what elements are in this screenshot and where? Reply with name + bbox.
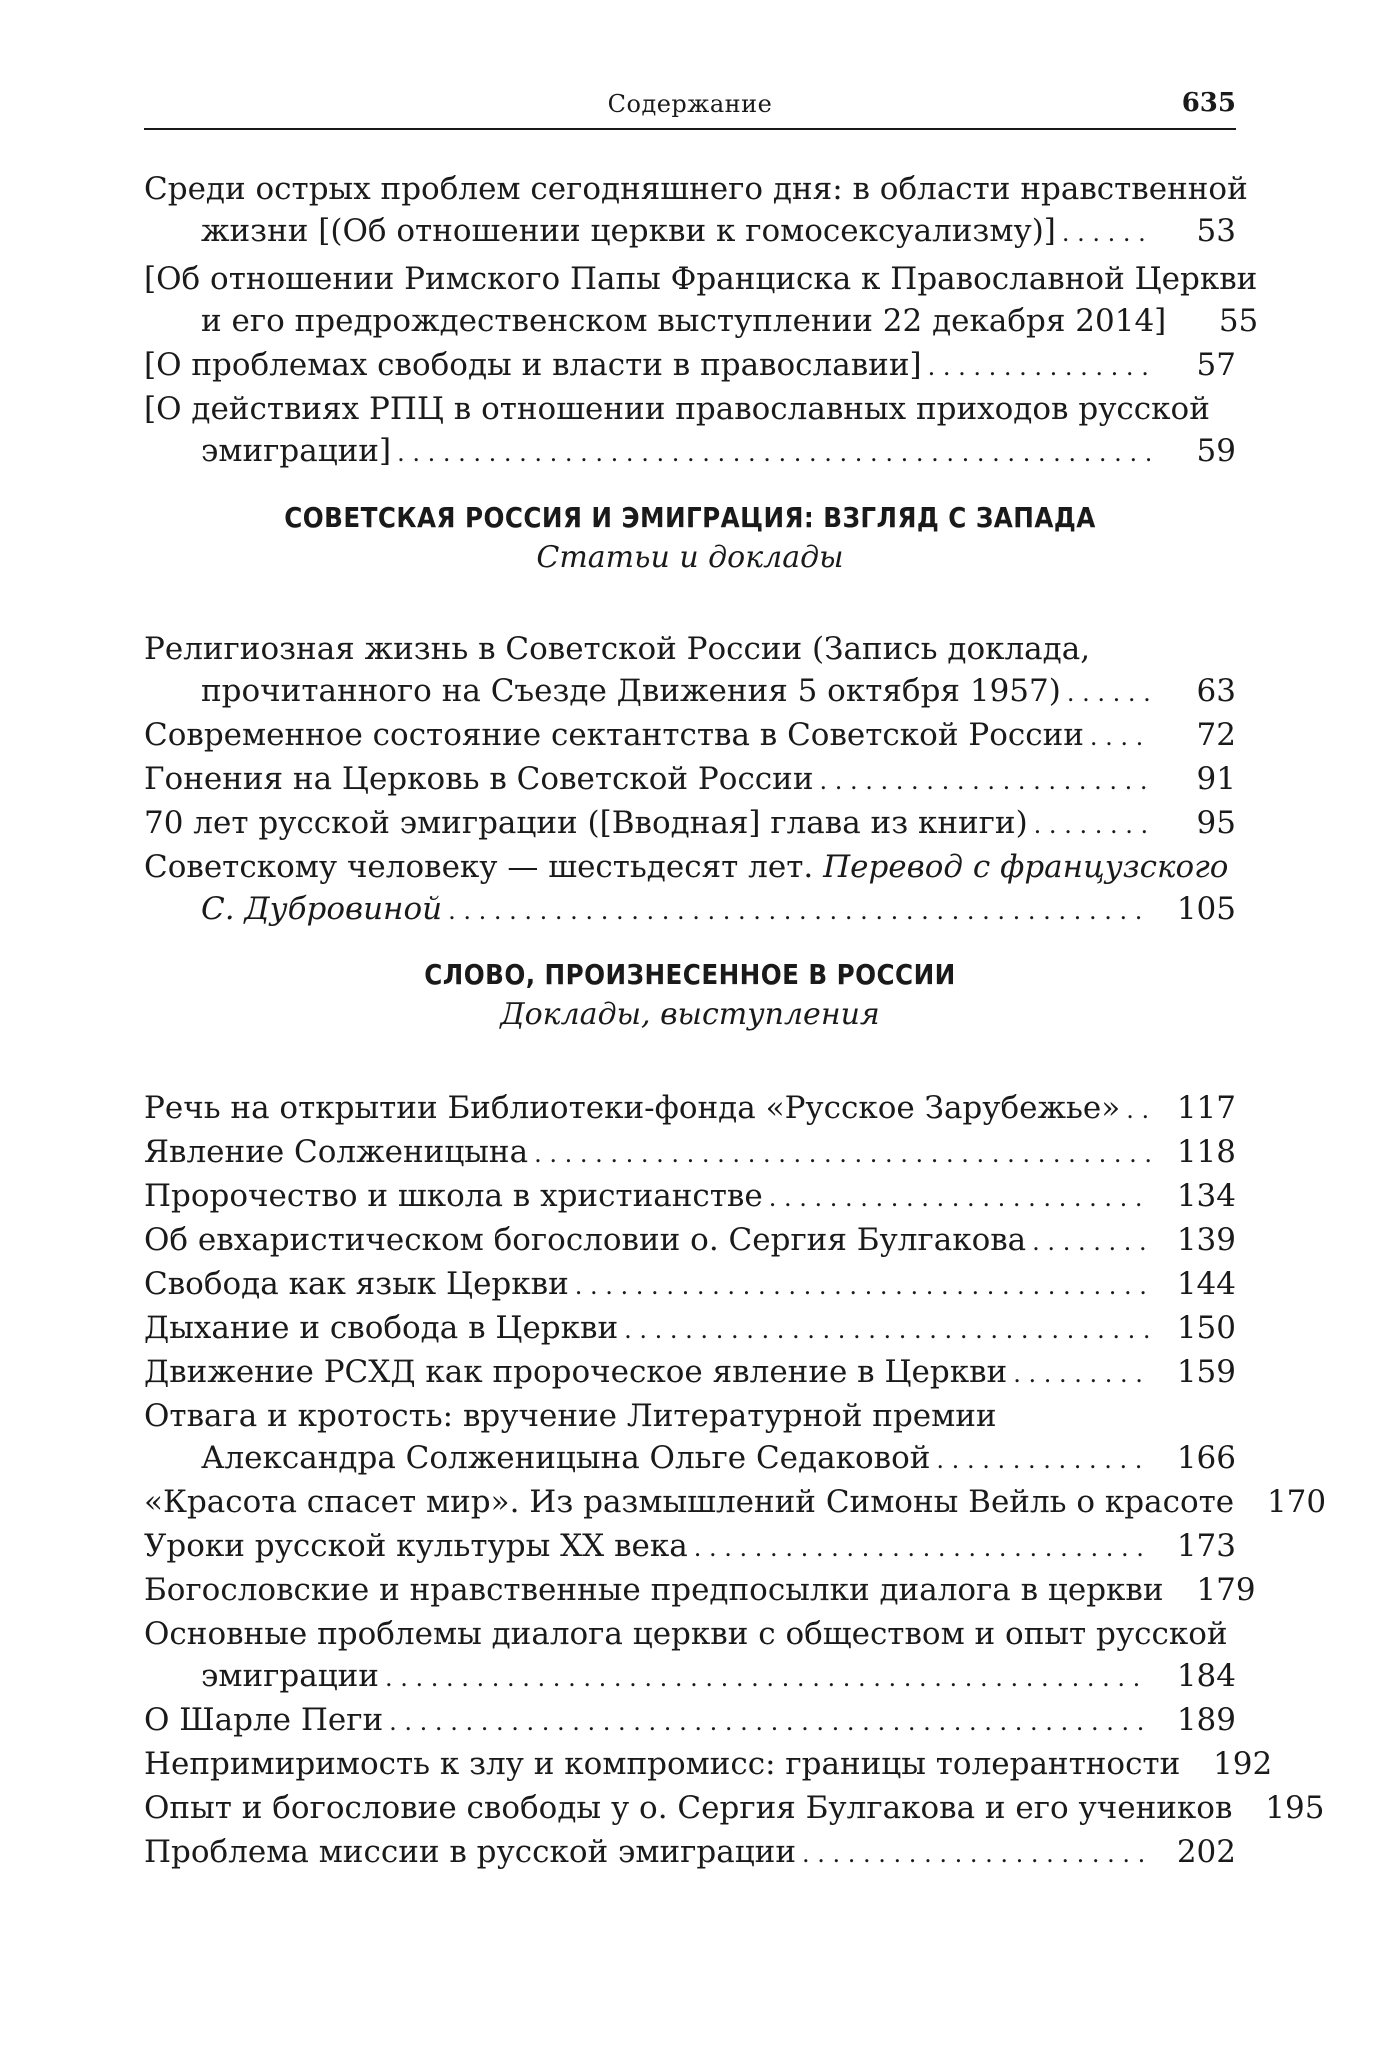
toc-block-2 [144,628,1236,932]
toc-page-number: 118 [1176,1134,1236,1170]
toc-entry[interactable] [144,258,1259,344]
toc-entry[interactable] [144,1787,1325,1831]
toc-entry[interactable] [144,1569,1256,1613]
toc-entry-title: О Шарле Пеги [144,1702,384,1738]
section-subtitle: Статьи и доклады [536,540,844,575]
leader-dots [383,1701,1150,1743]
toc-page-number: 55 [1218,303,1259,339]
toc-entry-translator: С. Дубровиной [201,891,443,927]
toc-entry-title: Движение РСХД как пророческое явление в Церкви [144,1354,1008,1390]
toc-entry[interactable] [144,1831,1236,1875]
toc-entry-title: Пророчество и школа в христианстве [144,1178,763,1214]
toc-page-number: 59 [1196,433,1236,469]
toc-entry[interactable] [144,714,1236,758]
section-heading [144,498,1236,578]
toc-page-number: 63 [1196,673,1236,709]
toc-entry[interactable] [144,1395,1236,1481]
leader-dots [763,1177,1150,1219]
toc-entry[interactable] [144,1219,1236,1263]
toc-entry-title: Явление Солженицына [144,1134,529,1170]
toc-page-number: 195 [1265,1790,1325,1826]
leader-dots [1007,1353,1150,1395]
section-title: СОВЕТСКАЯ РОССИЯ И ЭМИГРАЦИЯ: ВЗГЛЯД С ЗАПАДА [284,501,1096,534]
leader-dots [1061,672,1150,714]
leader-dots [930,1439,1150,1481]
running-header [144,88,1236,130]
toc-entry[interactable] [144,1263,1236,1307]
toc-page-number: 134 [1176,1178,1236,1214]
leader-dots [1084,716,1150,758]
leader-dots [796,1833,1150,1875]
toc-entry-title: Александра Солженицына Ольге Седаковой [201,1440,931,1476]
section-heading [144,955,1236,1035]
toc-entry[interactable] [144,628,1236,714]
toc-page-number: 144 [1176,1266,1236,1302]
toc-page-number: 159 [1176,1354,1236,1390]
leader-dots [1026,1221,1150,1263]
toc-entry-title: Богословские и нравственные предпосылки диалога в церкви [144,1572,1164,1608]
toc-entry-title: Советскому человеку — шестьдесят лет. [144,849,824,885]
toc-entry-title: эмиграции [201,1658,379,1694]
toc-entry-title: Отвага и кротость: вручение Литературной премии [144,1398,997,1434]
toc-page-number: 173 [1176,1528,1236,1564]
toc-entry-title: Религиозная жизнь в Советской России (Запись доклада, [144,631,1091,667]
toc-entry-title: Свобода как язык Церкви [144,1266,569,1302]
toc-entry[interactable] [144,1175,1236,1219]
toc-page-number: 192 [1213,1746,1273,1782]
toc-entry-title: Основные проблемы диалога церкви с обществом и опыт русской [144,1616,1228,1652]
toc-entry-title: Гонения на Церковь в Советской России [144,761,814,797]
toc-entry[interactable] [144,1481,1327,1525]
leader-dots [1028,804,1150,846]
leader-dots [1232,1789,1238,1831]
toc-entry-title: 70 лет русской эмиграции ([Вводная] глава из книги) [144,805,1028,841]
toc-page-number: 166 [1176,1440,1236,1476]
toc-entry[interactable] [144,1699,1236,1743]
toc-entry[interactable] [144,1743,1273,1787]
toc-entry-title: Проблема миссии в русской эмиграции [144,1834,796,1870]
toc-entry-title: Среди острых проблем сегодняшнего дня: в области нравственной [144,171,1248,207]
toc-entry[interactable] [144,846,1236,932]
toc-page-number: 150 [1176,1310,1236,1346]
toc-page-number: 91 [1196,761,1236,797]
leader-dots [569,1265,1150,1307]
toc-block-1 [144,168,1259,474]
toc-entry-title: жизни [(Об отношении церкви к гомосексуализму)] [201,213,1056,249]
toc-entry-title: эмиграции] [201,433,392,469]
toc-page-number: 202 [1176,1834,1236,1870]
toc-entry-title: Опыт и богословие свободы у о. Сергия Булгакова и его учеников [144,1790,1233,1826]
toc-entry-translator: Перевод с французского [823,849,1229,885]
toc-entry-title: Дыхание и свобода в Церкви [144,1310,619,1346]
toc-entry[interactable] [144,1613,1236,1699]
toc-page-number: 105 [1176,891,1236,927]
running-title: Содержание [607,90,773,118]
leader-dots [442,890,1150,932]
toc-page-number: 57 [1196,347,1236,383]
toc-entry[interactable] [144,1131,1236,1175]
leader-dots [391,432,1150,474]
toc-entry[interactable] [144,802,1236,846]
section-title: СЛОВО, ПРОИЗНЕСЕННОЕ В РОССИИ [424,958,956,991]
toc-entry-title: и его предрождественском выступлении 22 декабря 2014] [201,303,1167,339]
toc-entry[interactable] [144,758,1236,802]
toc-entry[interactable] [144,1525,1236,1569]
toc-entry-title: Уроки русской культуры XX века [144,1528,688,1564]
toc-entry[interactable] [144,1307,1236,1351]
leader-dots [1164,1571,1170,1613]
toc-entry-title: [О проблемах свободы и власти в православии] [144,347,922,383]
leader-dots [688,1527,1150,1569]
toc-entry-title: прочитанного на Съезде Движения 5 октября 1957) [201,673,1061,709]
toc-entry-title: Речь на открытии Библиотеки-фонда «Русское Зарубежье» [144,1090,1121,1126]
leader-dots [618,1309,1150,1351]
toc-page-number: 184 [1176,1658,1236,1694]
leader-dots [1180,1745,1186,1787]
toc-page-number: 117 [1176,1090,1236,1126]
leader-dots [922,346,1150,388]
leader-dots [1056,212,1150,254]
leader-dots [379,1657,1150,1699]
page-number: 635 [1181,88,1236,118]
toc-entry[interactable] [144,1351,1236,1395]
toc-page-number: 72 [1196,717,1236,753]
toc-page-number: 95 [1196,805,1236,841]
toc-entry-title: Современное состояние сектантства в Советской России [144,717,1084,753]
leader-dots [814,760,1151,802]
toc-page-number: 179 [1196,1572,1256,1608]
section-subtitle: Доклады, выступления [500,997,880,1032]
leader-dots [1120,1089,1150,1131]
toc-page-number: 139 [1176,1222,1236,1258]
toc-entry[interactable] [144,388,1236,474]
toc-entry-title: [Об отношении Римского Папы Франциска к Православной Церкви [144,261,1258,297]
toc-entry-title: «Красота спасет мир». Из размышлений Симоны Вейль о красоте [144,1484,1235,1520]
toc-entry[interactable] [144,168,1248,254]
toc-entry[interactable] [144,1087,1236,1131]
toc-entry-title: [О действиях РПЦ в отношении православных приходов русской [144,391,1210,427]
toc-page-number: 170 [1266,1484,1327,1520]
toc-entry[interactable] [144,344,1236,388]
toc-block-3 [144,1087,1327,1875]
toc-page-number: 189 [1176,1702,1236,1738]
leader-dots [528,1133,1150,1175]
toc-entry-title: Непримиримость к злу и компромисс: границы толерантности [144,1746,1181,1782]
leader-dots [1166,302,1172,344]
toc-page-number: 53 [1196,213,1236,249]
toc-entry-title: Об евхаристическом богословии о. Сергия Булгакова [144,1222,1027,1258]
leader-dots [1234,1483,1240,1525]
